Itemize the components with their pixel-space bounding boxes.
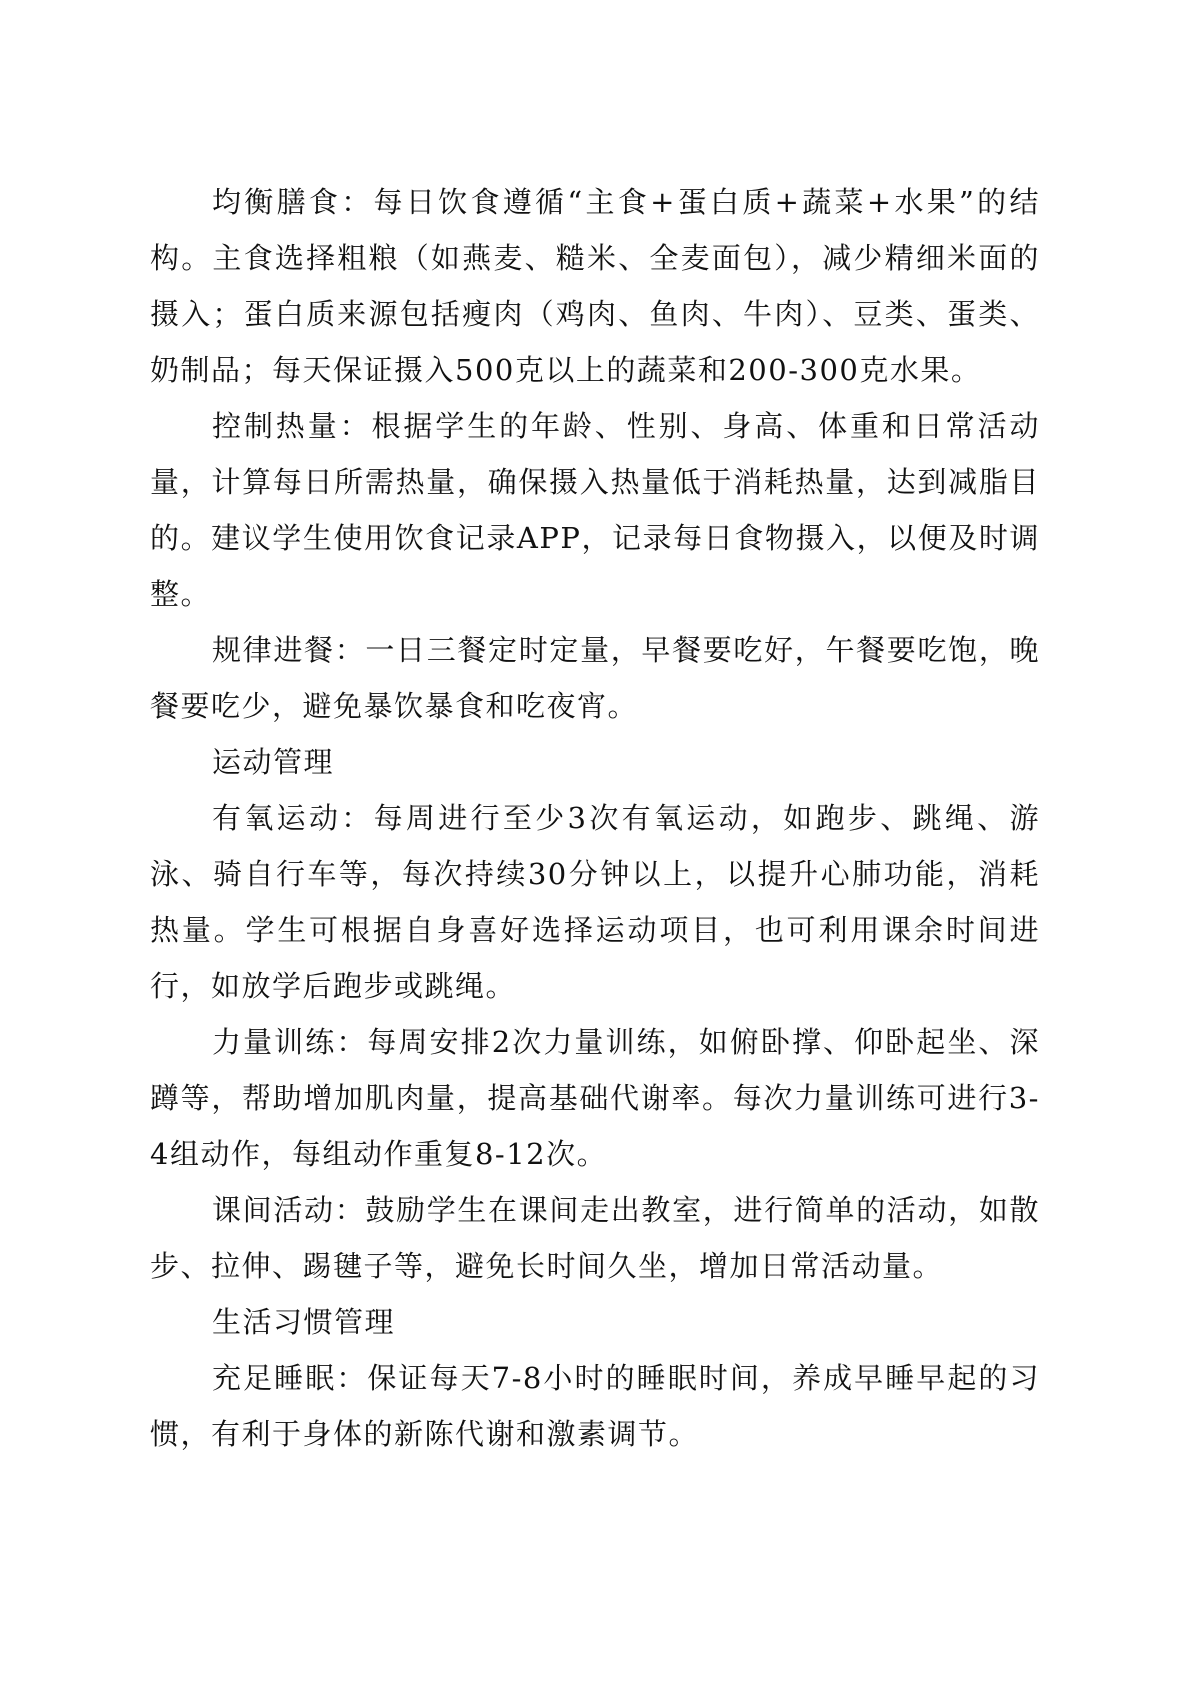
paragraph-strength-training: 力量训练：每周安排2次力量训练，如俯卧撑、仰卧起坐、深蹲等，帮助增加肌肉量，提高基础代谢率。每次力量训练可进行3-4组动作，每组动作重复8-12次。 xyxy=(150,1025,1040,1171)
paragraph-regular-meals: 规律进餐：一日三餐定时定量，早餐要吃好，午餐要吃饱，晚餐要吃少，避免暴饮暴食和吃夜宵。 xyxy=(150,633,1040,723)
paragraph-break-activities: 课间活动：鼓励学生在课间走出教室，进行简单的活动，如散步、拉伸、踢毽子等，避免长时间久坐，增加日常活动量。 xyxy=(150,1193,1040,1283)
paragraph-sleep: 充足睡眠：保证每天7-8小时的睡眠时间，养成早睡早起的习惯，有利于身体的新陈代谢和激素调节。 xyxy=(150,1361,1040,1451)
section-heading-lifestyle: 生活习惯管理 xyxy=(212,1305,396,1339)
section-heading-exercise: 运动管理 xyxy=(212,745,335,779)
paragraph-balanced-diet: 均衡膳食：每日饮食遵循“主食+蛋白质+蔬菜+水果”的结构。主食选择粗粮（如燕麦、糙米、全麦面包），减少精细米面的摄入；蛋白质来源包括瘦肉（鸡肉、鱼肉、牛肉）、豆类、蛋类、奶制品；每天保证摄入500克以上的蔬菜和200-300克水果。 xyxy=(150,185,1040,387)
paragraph-calorie-control: 控制热量：根据学生的年龄、性别、身高、体重和日常活动量，计算每日所需热量，确保摄入热量低于消耗热量，达到减脂目的。建议学生使用饮食记录APP，记录每日食物摄入，以便及时调整。 xyxy=(150,409,1040,611)
paragraph-aerobic-exercise: 有氧运动：每周进行至少3次有氧运动，如跑步、跳绳、游泳、骑自行车等，每次持续30分钟以上，以提升心肺功能，消耗热量。学生可根据自身喜好选择运动项目，也可利用课余时间进行，如放学后跑步或跳绳。 xyxy=(150,801,1040,1003)
document-body xyxy=(150,174,1040,1462)
